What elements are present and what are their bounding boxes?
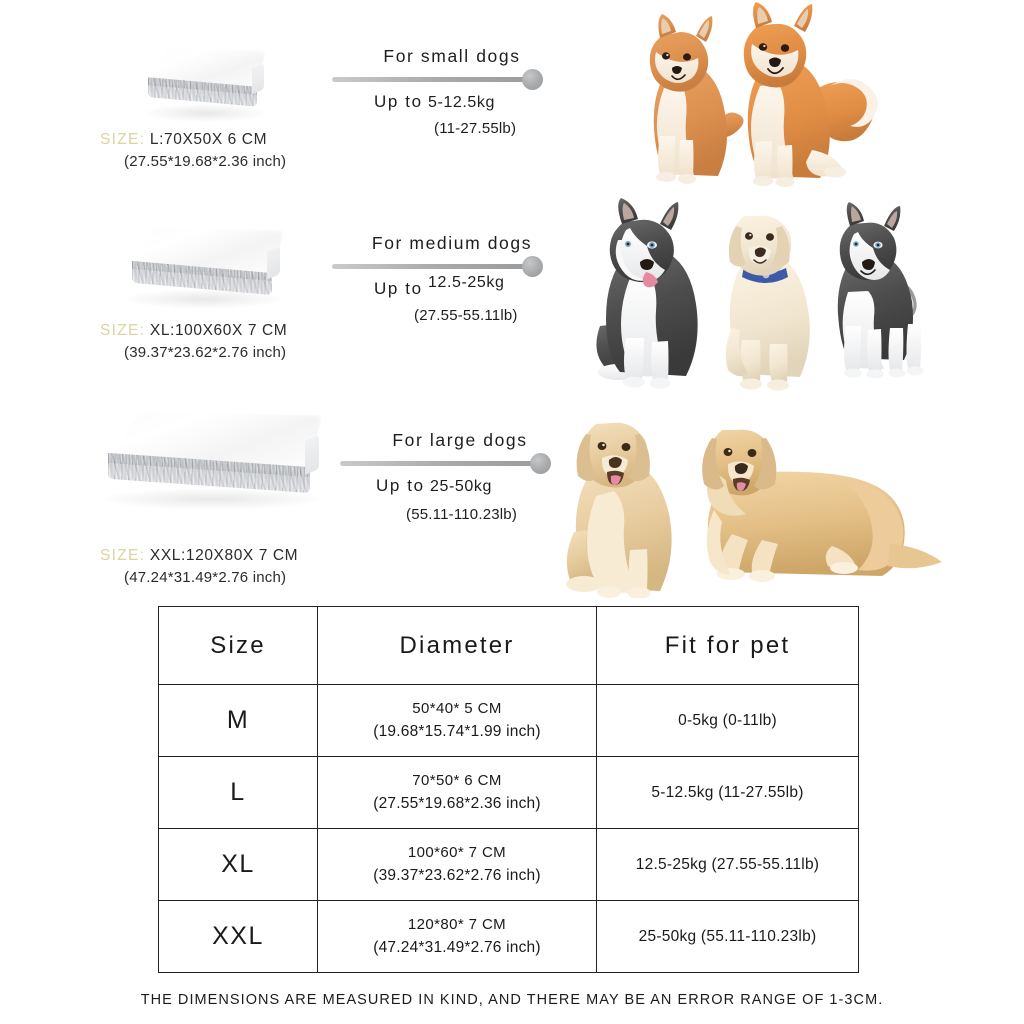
size-keyword: SIZE: xyxy=(100,322,146,339)
table-row xyxy=(159,685,859,757)
callout-medium xyxy=(332,233,572,326)
table-row xyxy=(159,901,859,973)
row-diameter-inch: (27.55*19.68*2.36 inch) xyxy=(373,795,541,813)
callout-weight xyxy=(332,91,572,113)
row-size: M xyxy=(159,685,318,757)
row-fit: 12.5-25kg (27.55-55.11lb) xyxy=(597,829,859,901)
pad-shadow xyxy=(144,104,268,122)
size-dimensions-cm: L:70X50X 6 CM xyxy=(149,131,268,148)
upto-label: Up to xyxy=(374,279,423,298)
callout-rule xyxy=(340,453,580,475)
row-diameter-cm: 70*50* 6 CM xyxy=(412,771,502,789)
weight-lb: (11-27.55lb) xyxy=(434,120,517,137)
upto-label: Up to xyxy=(374,92,423,111)
photo-two-golden-retrievers xyxy=(556,404,966,598)
weight-kg: 25-50kg xyxy=(429,478,492,495)
row-size: XL xyxy=(159,829,318,901)
golden-retriever-sitting xyxy=(566,423,672,598)
size-keyword: SIZE: xyxy=(100,547,146,564)
photo-two-shiba-inu-dogs xyxy=(616,0,956,196)
product-pad-large xyxy=(96,412,326,500)
callout-title: For large dogs xyxy=(392,430,528,450)
labrador-puppy-center xyxy=(726,216,810,391)
rule-bar-icon xyxy=(332,77,528,82)
husky-standing-right xyxy=(838,202,924,379)
row-diameter xyxy=(318,685,597,757)
row-diameter-inch: (47.24*31.49*2.76 inch) xyxy=(373,939,541,957)
product-pad-small xyxy=(138,48,266,112)
row-diameter-inch: (19.68*15.74*1.99 inch) xyxy=(373,723,541,741)
weight-kg: 12.5-25kg xyxy=(427,274,505,291)
callout-small xyxy=(332,46,572,139)
callout-title: For medium dogs xyxy=(371,233,533,253)
product-pad-medium xyxy=(120,227,286,299)
shiba-left xyxy=(650,14,744,184)
weight-lb: (55.11-110.23lb) xyxy=(406,506,518,523)
row-diameter xyxy=(318,901,597,973)
pad-side-face xyxy=(305,435,319,475)
size-keyword: SIZE: xyxy=(100,131,146,148)
row-diameter-cm: 50*40* 5 CM xyxy=(412,699,502,717)
upto-label: Up to xyxy=(376,476,425,495)
size-dimensions-inch: (39.37*23.62*2.76 inch) xyxy=(124,344,287,362)
rule-bar-icon xyxy=(340,461,536,466)
size-caption-medium xyxy=(100,319,287,365)
row-diameter xyxy=(318,757,597,829)
size-dimensions-inch: (47.24*31.49*2.76 inch) xyxy=(124,569,287,587)
callout-rule xyxy=(332,69,572,91)
golden-retriever-lying xyxy=(702,430,942,582)
size-chart-table xyxy=(158,606,859,973)
rule-knob-icon xyxy=(522,256,543,277)
callout-title: For small dogs xyxy=(383,46,521,66)
row-diameter-cm: 120*80* 7 CM xyxy=(407,915,507,933)
table-header-row xyxy=(159,607,859,685)
table-row xyxy=(159,829,859,901)
size-dimensions-inch: (27.55*19.68*2.36 inch) xyxy=(124,153,287,171)
size-caption-large xyxy=(100,544,298,590)
pad-side-face xyxy=(267,246,280,279)
row-fit: 5-12.5kg (11-27.55lb) xyxy=(597,757,859,829)
row-diameter xyxy=(318,829,597,901)
callout-weight xyxy=(332,274,572,300)
row-fit: 0-5kg (0-11lb) xyxy=(597,685,859,757)
size-dimensions-cm: XL:100X60X 7 CM xyxy=(149,322,288,339)
husky-sitting-left xyxy=(596,198,697,389)
weight-lb: (27.55-55.11lb) xyxy=(414,307,518,324)
size-dimensions-cm: XXL:120X80X 7 CM xyxy=(149,547,299,564)
row-size: XXL xyxy=(159,901,318,973)
row-diameter-cm: 100*60* 7 CM xyxy=(407,843,507,861)
row-diameter-inch: (39.37*23.62*2.76 inch) xyxy=(373,867,541,885)
measurement-disclaimer: THE DIMENSIONS ARE MEASURED IN KIND, AND THERE MAY BE AN ERROR RANGE OF 1-3CM. xyxy=(140,992,884,1008)
rule-bar-icon xyxy=(332,264,528,269)
photo-husky-labrador-husky xyxy=(584,196,984,396)
table-row xyxy=(159,757,859,829)
weight-kg: 5-12.5kg xyxy=(427,94,496,111)
rule-knob-icon xyxy=(530,453,551,474)
callout-large xyxy=(340,430,580,525)
row-size: L xyxy=(159,757,318,829)
table-header-diameter: Diameter xyxy=(318,607,597,685)
row-fit: 25-50kg (55.11-110.23lb) xyxy=(597,901,859,973)
rule-knob-icon xyxy=(522,69,543,90)
size-caption-small xyxy=(100,128,286,174)
pad-side-face xyxy=(252,64,264,95)
callout-weight xyxy=(340,475,580,497)
table-header-size: Size xyxy=(159,607,318,685)
shiba-right xyxy=(744,2,878,187)
table-header-fit: Fit for pet xyxy=(597,607,859,685)
